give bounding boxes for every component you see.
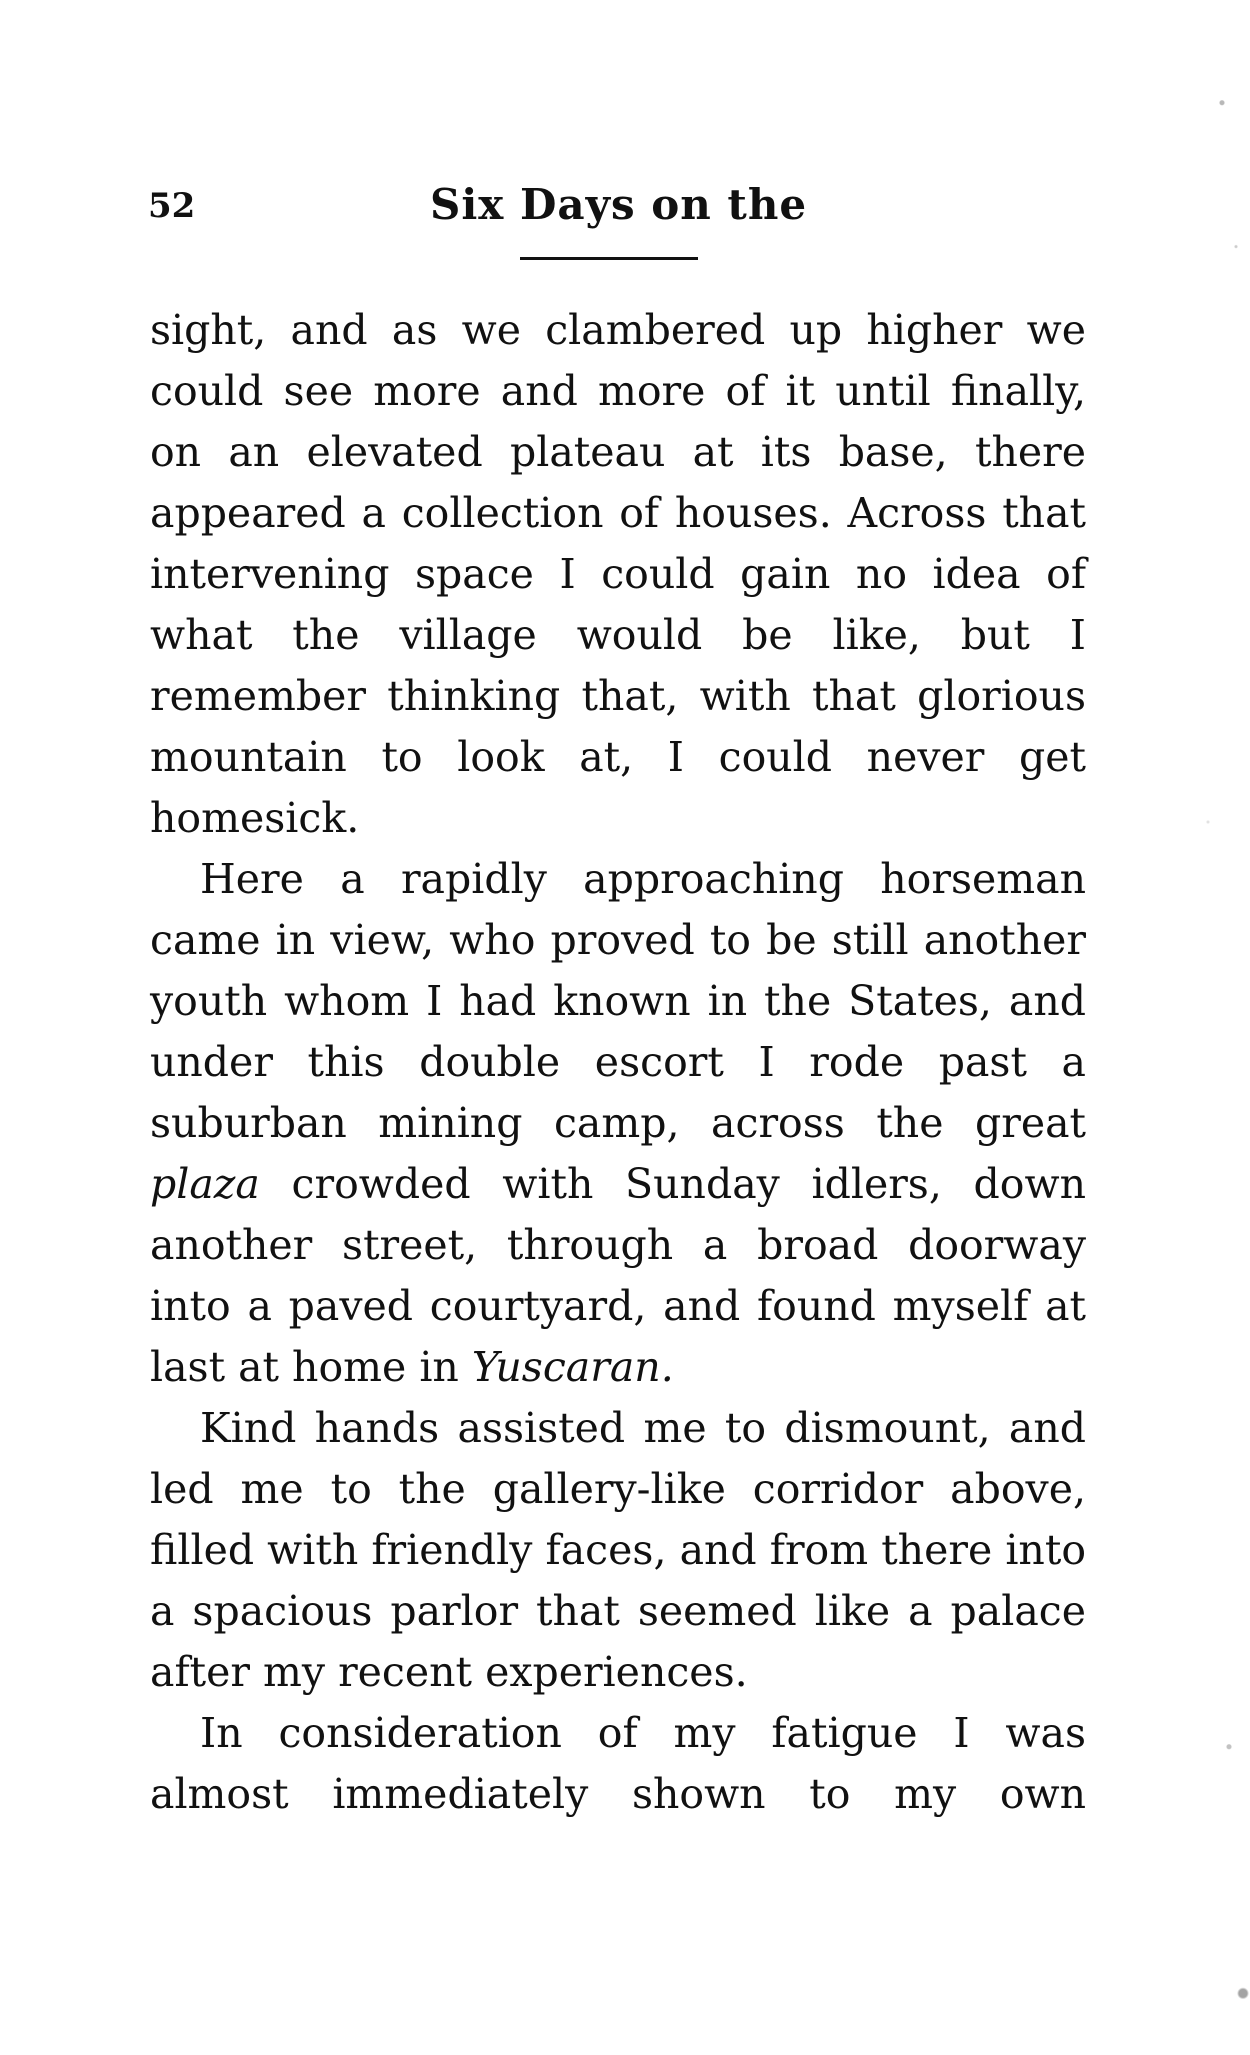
running-head: Six Days on the xyxy=(430,180,808,229)
body-text xyxy=(150,300,1086,1825)
page-number: 52 xyxy=(148,186,196,226)
header-rule xyxy=(520,257,698,260)
paragraph-2-part-b: crowded with Sunday idlers, down another street, through a broad doorway into a paved courtyard, and found myself at last at home in xyxy=(150,1160,1086,1391)
paragraph-2-italic-plaza: plaza xyxy=(150,1160,260,1208)
paragraph-4: In consideration of my fatigue I was almost immediately shown to my own xyxy=(150,1709,1086,1818)
paragraph-2 xyxy=(150,849,1086,1398)
paragraph-3: Kind hands assisted me to dismount, and led me to the gallery-like corridor above, filled with friendly faces, and from there into a spacious parlor that seemed like a palace after my recent experiences. xyxy=(150,1404,1086,1696)
scan-noise xyxy=(1180,0,1250,2055)
paragraph-2-italic-yuscaran: Yuscaran. xyxy=(471,1343,674,1391)
page-header xyxy=(148,180,948,240)
paragraph-1: sight, and as we clambered up higher we could see more and more of it until finally, on an elevated plateau at its base, there appeared a collection of houses. Across that intervening space I could gain no idea of what the village would be like, but I remember thinking that, with that glorious mountain to look at, I could never get homesick. xyxy=(150,306,1086,842)
paragraph-2-part-a: Here a rapidly approaching horseman came in view, who proved to be still another youth whom I had known in the States, and under this double escort I rode past a suburban mining camp, across the great xyxy=(150,855,1086,1147)
